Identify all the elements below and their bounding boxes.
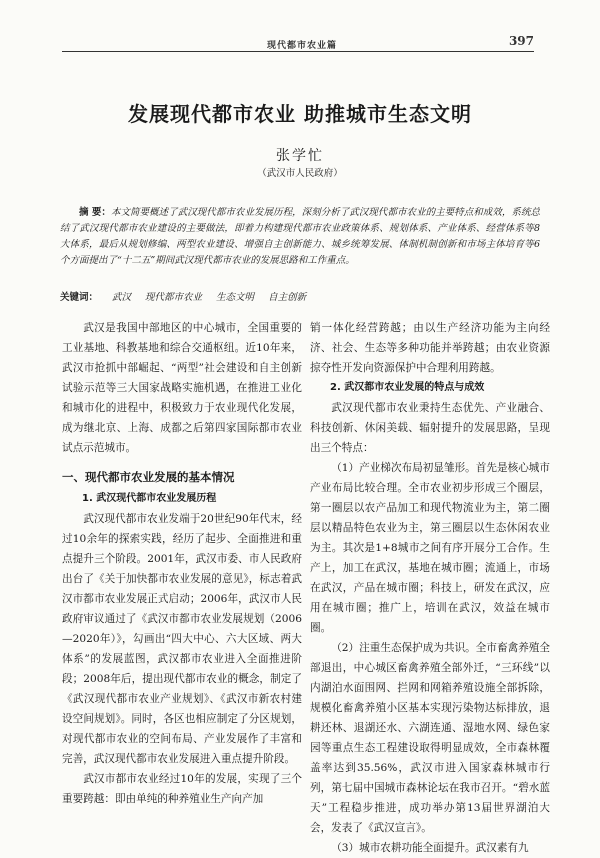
body-paragraph: （3）城市农耕功能全面提升。武汉素有九 xyxy=(331,842,529,854)
keyword: 武汉 xyxy=(112,292,132,303)
abstract-text: 本文简要概述了武汉现代都市农业发展历程，深刻分析了武汉现代都市农业的主要特点和成效，系统总结了武汉现代都市农业建设的主要做法，即着力构建现代都市农业政策体系、规划体系、产业体系、经营体系等8大体系，最后从规划修编、两型农业建设、增强自主创新能力、城乡统筹发展、体制机制创新和市场主体培育等6个方面提出了“十二五”期间武汉现代都市农业的发展思路和工作重点。 xyxy=(60,207,540,266)
body-paragraph: 销一体化经营跨越；由以生产经济功能为主向经济、社会、生态等多种功能并举跨越；由农业资源掠夺性开发向资源保护中合理利用跨越。 xyxy=(310,322,550,374)
author-affiliation: （武汉市人民政府） xyxy=(257,168,343,179)
running-title: 现代都市农业篇 xyxy=(267,41,338,51)
keywords xyxy=(60,289,540,303)
body-paragraph: 武汉现代都市农业秉持生态优先、产业融合、科技创新、休闲美载、辐射提升的发展思路，呈现出三个特点： xyxy=(310,402,550,454)
right-column xyxy=(310,318,550,854)
body-paragraph: 武汉现代都市农业发端于20世纪90年代末，经过10余年的探索实践，经历了起步、全面推进和重点提升三个阶段。2001年，武汉市委、市人民政府出台了《关于加快都市农业发展的意见》，标志着武汉市都市农业发展正式启动；2006年，武汉市人民政府审议通过了《武汉市都市农业发展规划（2006—2020年）》，勾画出“四大中心、六大区域、两大体系”的发展蓝图，武汉都市农业进入全面推进阶段；2008年后，提出现代都市农业的概念，制定了《武汉现代都市农业产业规划》、《武汉市新农村建设空间规划》。同时，各区也相应制定了分区规划，对现代都市农业的空间布局、产业发展作了丰富和完善，武汉现代都市农业发展进入重点提升阶段。 xyxy=(62,513,302,765)
section-heading: 一、现代都市农业发展的基本情况 xyxy=(62,470,235,484)
body-paragraph: 武汉市都市农业经过10年的发展，实现了三个重要跨越：即由单纯的种养殖业生产向产加 xyxy=(62,773,302,805)
author-name: 张学忙 xyxy=(276,148,324,164)
page-number: 397 xyxy=(508,34,534,48)
subsection-heading: 2. 武汉都市农业发展的特点与成效 xyxy=(330,382,485,393)
subsection-heading: 1. 武汉现代都市农业发展历程 xyxy=(82,493,217,504)
abstract xyxy=(60,205,540,269)
article-title: 发展现代都市农业 助推城市生态文明 xyxy=(128,102,472,126)
keywords-label: 关键词： xyxy=(60,292,99,303)
body-paragraph: （1）产业梯次布局初显雏形。首先是核心城市产业布局比较合理。全市农业初步形成三个圈层，第一圈层以农产品加工和现代物流业为主，第二圈层以精品特色农业为主，第三圈层以生态休闲农业为主。其次是1+8城市之间有序开展分工合作。生产上，加工在武汉，基地在城市圈；流通上，市场在武汉，产品在城市圈；科技上，研发在武汉，应用在城市圈；推广上，培训在武汉，效益在城市圈。 xyxy=(310,462,550,634)
keyword: 现代都市农业 xyxy=(145,292,203,303)
intro-paragraph: 武汉是我国中部地区的中心城市，全国重要的工业基地、科教基地和综合交通枢纽。近10年来，武汉市抢抓中部崛起、“两型”社会建设和自主创新试验示范等三大国家战略实施机遇，在推进工业化和城市化的进程中，积极致力于农业现代化发展，成为继北京、上海、成都之后第四家国际都市农业试点示范城市。 xyxy=(62,322,302,454)
running-header xyxy=(62,34,534,50)
body-paragraph: （2）注重生态保护成为共识。全市畜禽养殖全部退出，中心城区畜禽养殖全部外迁，“三环线”以内湖泊水面围网、拦网和网箱养殖设施全部拆除，规模化畜禽养殖小区基本实现污染物达标排放，退耕还林、退湖还水、六湖连通、湿地水网、绿色家园等重点生态工程建设取得明显成效，全市森林覆盖率达到35.56%，武汉市进入国家森林城市行列，第七届中国城市森林论坛在我市召开。“碧水蓝天”工程稳步推进，成功举办第13届世界湖泊大会，发表了《武汉宣言》。 xyxy=(310,642,550,834)
keyword: 生态文明 xyxy=(216,292,255,303)
abstract-label: 摘 要： xyxy=(79,207,111,218)
header-divider xyxy=(62,51,534,52)
left-column xyxy=(62,318,302,805)
keyword: 自主创新 xyxy=(268,292,307,303)
